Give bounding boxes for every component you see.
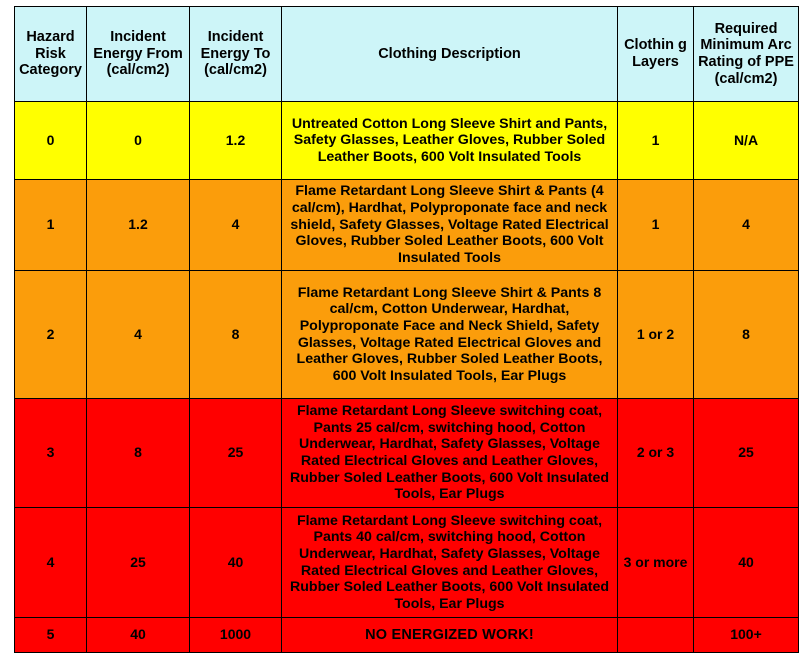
table-row — [15, 180, 799, 271]
cell-arc-rating: 100+ — [694, 618, 799, 653]
table-body — [15, 102, 799, 653]
cell-clothing-description: Flame Retardant Long Sleeve switching coat, Pants 40 cal/cm, switching hood, Cotton Underwear, Hardhat, Safety Glasses, Voltage Rated Electrical Gloves and Leather Gloves, Rubber Soled Leather Boots, 600 Volt Insulated Tools, Ear Plugs — [282, 508, 618, 618]
column-header-clothing-layers: Clothin g Layers — [618, 7, 694, 102]
cell-clothing-layers: 1 — [618, 180, 694, 271]
cell-arc-rating: N/A — [694, 102, 799, 180]
table-row — [15, 271, 799, 399]
cell-clothing-layers: 3 or more — [618, 508, 694, 618]
cell-arc-rating: 8 — [694, 271, 799, 399]
hazard-risk-category-table — [14, 6, 799, 653]
cell-incident-energy-to: 1.2 — [190, 102, 282, 180]
table-header — [15, 7, 799, 102]
column-header-incident-energy-to: Incident Energy To (cal/cm2) — [190, 7, 282, 102]
cell-incident-energy-from: 25 — [87, 508, 190, 618]
cell-clothing-description: Flame Retardant Long Sleeve switching coat, Pants 25 cal/cm, switching hood, Cotton Underwear, Hardhat, Safety Glasses, Voltage Rated Electrical Gloves and Leather Gloves, Rubber Soled Leather Boots, 600 Volt Insulated Tools, Ear Plugs — [282, 399, 618, 508]
cell-hazard-risk-category: 3 — [15, 399, 87, 508]
cell-hazard-risk-category: 0 — [15, 102, 87, 180]
column-header-clothing-description: Clothing Description — [282, 7, 618, 102]
table-header-row — [15, 7, 799, 102]
column-header-incident-energy-from: Incident Energy From (cal/cm2) — [87, 7, 190, 102]
cell-incident-energy-from: 8 — [87, 399, 190, 508]
table-row — [15, 618, 799, 653]
table-row — [15, 399, 799, 508]
column-header-hazard-risk-category: Hazard Risk Category — [15, 7, 87, 102]
cell-hazard-risk-category: 5 — [15, 618, 87, 653]
column-header-required-minimum-arc-rating: Required Minimum Arc Rating of PPE (cal/cm2) — [694, 7, 799, 102]
cell-clothing-description: Untreated Cotton Long Sleeve Shirt and Pants, Safety Glasses, Leather Gloves, Rubber Soled Leather Boots, 600 Volt Insulated Tools — [282, 102, 618, 180]
table-row — [15, 508, 799, 618]
cell-arc-rating: 4 — [694, 180, 799, 271]
cell-incident-energy-from: 0 — [87, 102, 190, 180]
cell-hazard-risk-category: 1 — [15, 180, 87, 271]
cell-arc-rating: 25 — [694, 399, 799, 508]
cell-incident-energy-to: 4 — [190, 180, 282, 271]
cell-incident-energy-to: 1000 — [190, 618, 282, 653]
cell-clothing-layers: 1 or 2 — [618, 271, 694, 399]
cell-clothing-description: NO ENERGIZED WORK! — [282, 618, 618, 653]
cell-clothing-layers — [618, 618, 694, 653]
cell-clothing-layers: 2 or 3 — [618, 399, 694, 508]
cell-clothing-layers: 1 — [618, 102, 694, 180]
cell-incident-energy-to: 25 — [190, 399, 282, 508]
cell-incident-energy-to: 8 — [190, 271, 282, 399]
cell-clothing-description: Flame Retardant Long Sleeve Shirt & Pants (4 cal/cm), Hardhat, Polyproponate face and neck shield, Safety Glasses, Voltage Rated Electrical Gloves, Rubber Soled Leather Boots, 600 Volt Insulated Tools — [282, 180, 618, 271]
cell-clothing-description: Flame Retardant Long Sleeve Shirt & Pants 8 cal/cm, Cotton Underwear, Hardhat, Polyproponate Face and Neck Shield, Safety Glasses, Voltage Rated Electrical Gloves and Leather Gloves, Rubber Soled Leather Boots, 600 Volt Insulated Tools, Ear Plugs — [282, 271, 618, 399]
cell-incident-energy-from: 4 — [87, 271, 190, 399]
cell-hazard-risk-category: 2 — [15, 271, 87, 399]
cell-arc-rating: 40 — [694, 508, 799, 618]
cell-incident-energy-from: 40 — [87, 618, 190, 653]
cell-hazard-risk-category: 4 — [15, 508, 87, 618]
cell-incident-energy-to: 40 — [190, 508, 282, 618]
hazard-risk-category-table-container — [14, 6, 798, 643]
table-row — [15, 102, 799, 180]
cell-incident-energy-from: 1.2 — [87, 180, 190, 271]
